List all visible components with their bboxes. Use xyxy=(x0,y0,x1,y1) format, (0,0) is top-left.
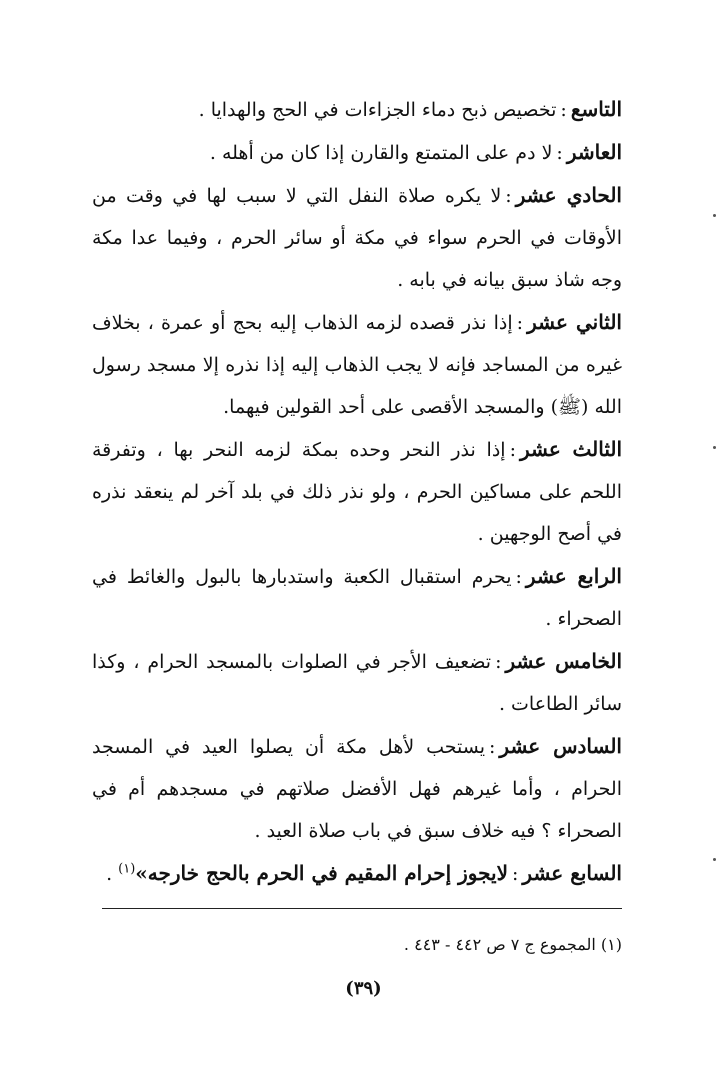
item-text: تخصيص ذبح دماء الجزاءات في الحج والهدايا . xyxy=(198,99,557,121)
item-ninth xyxy=(92,88,622,131)
item-separator: : xyxy=(560,99,567,121)
page-number: (٣٩) xyxy=(345,978,382,999)
item-text: إذا نذر قصده لزمه الذهاب إليه بحج أو عمرة ، بخلاف غيره من المساجد فإنه لا يجب الذهاب إليه إذا نذره إلا مسجد رسول الله (ﷺ) والمسجد الأقصى على أحد القولين فيهما. xyxy=(92,312,622,418)
item-tenth xyxy=(92,131,622,174)
item-heading: الحادي عشر xyxy=(515,183,622,207)
item-fourteenth xyxy=(92,555,622,640)
item-separator: : xyxy=(505,185,512,207)
item-separator: : xyxy=(515,566,522,588)
item-heading: الثاني عشر xyxy=(527,310,622,334)
item-heading: التاسع xyxy=(570,97,622,121)
item-separator: : xyxy=(556,142,563,164)
item-separator: : xyxy=(516,312,524,334)
item-fifteenth xyxy=(92,640,622,725)
item-heading: السادس عشر xyxy=(499,734,622,758)
scan-speck xyxy=(713,858,716,861)
footnote xyxy=(102,932,622,958)
item-eleventh xyxy=(92,174,622,301)
item-text: إذا نذر النحر وحده بمكة لزمه النحر بها ، وتفرقة اللحم على مساكين الحرم ، ولو نذر ذلك في بلد آخر لم ينعقد نذره في أصح الوجهين . xyxy=(92,439,622,545)
footnote-reference[interactable]: (١) xyxy=(118,861,136,877)
footnote-marker: (١) xyxy=(600,935,622,954)
item-heading: الرابع عشر xyxy=(525,564,622,588)
item-heading: العاشر xyxy=(566,140,622,164)
item-text-quote: لايجوز إحرام المقيم في الحرم بالحج خارجه» xyxy=(135,861,509,885)
item-separator: : xyxy=(489,736,496,758)
item-text: تضعيف الأجر في الصلوات بالمسجد الحرام ، وكذا سائر الطاعات . xyxy=(92,651,622,715)
scan-speck xyxy=(713,446,716,449)
footnote-divider xyxy=(102,908,622,909)
item-heading: السابع عشر xyxy=(522,861,622,885)
footnote-text: المجموع ج ٧ ص ٤٤٢ - ٤٤٣ . xyxy=(403,935,596,954)
item-text: لا يكره صلاة النفل التي لا سبب لها في وقت من الأوقات في الحرم سواء في مكة أو سائر الحرم ، وفيما عدا مكة وجه شاذ سبق بيانه في بابه . xyxy=(92,185,622,291)
item-text: يحرم استقبال الكعبة واستدبارها بالبول والغائط في الصحراء . xyxy=(92,566,622,630)
item-separator: : xyxy=(495,651,502,673)
item-sixteenth xyxy=(92,725,622,852)
item-separator: : xyxy=(512,863,519,885)
item-heading: الثالث عشر xyxy=(520,437,623,461)
item-heading: الخامس عشر xyxy=(505,649,622,673)
main-text xyxy=(92,88,622,895)
item-separator: : xyxy=(509,439,516,461)
scan-speck xyxy=(713,214,716,217)
item-tail: . xyxy=(106,863,119,885)
item-twelfth xyxy=(92,301,622,428)
item-text: يستحب لأهل مكة أن يصلوا العيد في المسجد الحرام ، وأما غيرهم فهل الأفضل صلاتهم في مسجدهم أم في الصحراء ؟ فيه خلاف سبق في باب صلاة العيد . xyxy=(92,736,622,842)
item-seventeenth xyxy=(92,852,622,895)
item-thirteenth xyxy=(92,428,622,555)
item-text: لا دم على المتمتع والقارن إذا كان من أهله . xyxy=(209,142,553,164)
